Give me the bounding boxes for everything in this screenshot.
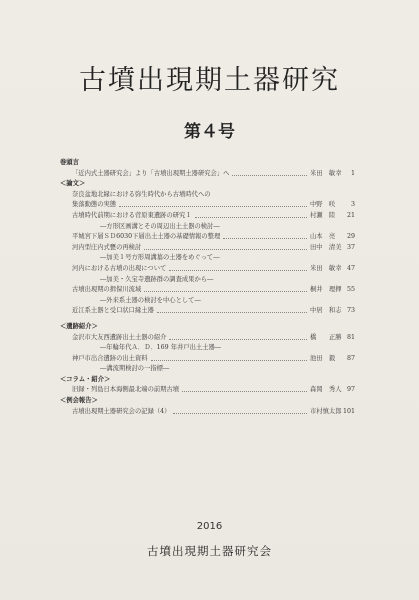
toc-entry bbox=[60, 264, 355, 275]
toc-entry-page: 29 bbox=[346, 233, 355, 241]
toc-section-heading bbox=[60, 322, 355, 333]
toc-entry-page: 3 bbox=[350, 201, 355, 209]
toc-entry bbox=[60, 169, 355, 180]
toc-entry-title: 河内における古墳の出現について bbox=[72, 264, 167, 272]
toc-entry-page: 87 bbox=[346, 354, 355, 362]
issue-number: 第４号 bbox=[184, 122, 235, 142]
toc-entry bbox=[60, 190, 355, 201]
toc-entry-author: 中居 和志 bbox=[310, 307, 342, 315]
toc-section-heading bbox=[60, 396, 355, 407]
toc-entry bbox=[60, 306, 355, 317]
book-title: 古墳出現期土器研究 bbox=[79, 65, 340, 96]
toc-entry-title: ―外来系土器の検討を中心として― bbox=[100, 296, 201, 304]
publisher-name: 古墳出現期土器研究会 bbox=[147, 544, 272, 558]
toc-entry-page: 21 bbox=[346, 211, 355, 219]
toc-leader-dots bbox=[144, 249, 307, 250]
toc-entry-title: 近江系土器と受口状口縁土器 bbox=[72, 307, 154, 315]
toc-section-heading bbox=[60, 375, 355, 386]
toc-entry bbox=[60, 211, 355, 222]
toc-entry-title: ＜例会報告＞ bbox=[60, 397, 98, 405]
toc-entry-subtitle bbox=[60, 364, 355, 375]
toc-entry-title: ―方形区画溝とその周辺出土土器の検討― bbox=[100, 222, 220, 230]
toc-entry-page: 97 bbox=[346, 386, 355, 394]
toc-entry-continued bbox=[60, 200, 355, 211]
toc-entry-title: 河内型庄内式甕の再検討 bbox=[72, 243, 142, 251]
toc-leader-dots bbox=[151, 360, 307, 361]
toc-entry-subtitle bbox=[60, 296, 355, 307]
toc-entry-title: ＜コラム・紹介＞ bbox=[60, 375, 111, 383]
toc-entry-page: 73 bbox=[346, 307, 355, 315]
toc-entry-subtitle bbox=[60, 222, 355, 233]
toc-leader-dots bbox=[169, 270, 307, 271]
toc-entry-title: 集落動態の実態 bbox=[72, 201, 117, 209]
toc-entry-title: 奈良盆地北縁における弥生時代から古墳時代への bbox=[72, 190, 211, 198]
toc-leader-dots bbox=[182, 391, 307, 392]
toc-entry-author: 米田 敏幸 bbox=[310, 169, 342, 177]
toc-leader-dots bbox=[195, 217, 307, 218]
toc-leader-dots bbox=[157, 312, 307, 313]
toc-entry-page: 55 bbox=[346, 286, 355, 294]
toc-entry-subtitle bbox=[60, 275, 355, 286]
toc-entry-title: ―溝流期検討の一指標― bbox=[100, 365, 170, 373]
toc-entry-title: 神戸市出合遺跡の出土資料 bbox=[72, 354, 148, 362]
toc-leader-dots bbox=[173, 413, 307, 414]
toc-section-heading bbox=[60, 179, 355, 190]
toc-entry-page: 1 bbox=[350, 169, 355, 177]
toc-entry-title: ＜遺跡紹介＞ bbox=[60, 322, 98, 330]
toc-entry-author: 森岡 秀人 bbox=[310, 386, 342, 394]
toc-entry-author: 米田 敏幸 bbox=[310, 264, 342, 272]
publication-year: 2016 bbox=[196, 521, 223, 532]
toc-entry bbox=[60, 385, 355, 396]
toc-entry-page: 81 bbox=[346, 333, 355, 341]
toc-entry-title: 古墳出現期土器研究会の記録（4） bbox=[72, 407, 171, 415]
toc-leader-dots bbox=[144, 291, 307, 292]
toc-entry-page: 37 bbox=[346, 243, 355, 251]
toc-entry-author: 市村慎太郎 bbox=[310, 407, 342, 415]
toc-entry bbox=[60, 232, 355, 243]
toc-leader-dots bbox=[169, 339, 307, 340]
toc-entry bbox=[60, 354, 355, 365]
toc-leader-dots bbox=[232, 175, 307, 176]
toc-entry-author: 田中 清美 bbox=[310, 243, 342, 251]
toc-entry-title: 金沢市大友西遺跡出土土器の紹介 bbox=[72, 333, 167, 341]
toc-entry-author: 桐井 理揮 bbox=[310, 286, 342, 294]
toc-entry-title: ―加美１号方形周溝墓の土器をめぐって― bbox=[100, 254, 220, 262]
toc-entry-title: ―年輪年代Ａ．Ｄ．169 年井戸出土土器― bbox=[100, 344, 222, 352]
toc-entry-title: 古墳時代前期における菅原東遺跡の研究１ bbox=[72, 211, 192, 219]
toc-entry bbox=[60, 285, 355, 296]
toc-section-heading bbox=[60, 158, 355, 169]
toc-entry-subtitle bbox=[60, 343, 355, 354]
toc-entry-author: 橋 正勝 bbox=[310, 333, 342, 341]
toc-entry bbox=[60, 333, 355, 344]
toc-entry-author: 中野 咲 bbox=[310, 201, 336, 209]
toc-entry-title: 巻頭言 bbox=[60, 159, 79, 166]
toc-entry-title: 「近内式土器研究会」より「古墳出現期土器研究会」へ bbox=[72, 169, 230, 177]
toc-entry-author: 山本 亮 bbox=[310, 233, 336, 241]
toc-entry bbox=[60, 243, 355, 254]
table-of-contents bbox=[60, 158, 355, 417]
toc-entry-title: 古墳出現期の揖保川流域 bbox=[72, 286, 142, 294]
toc-entry-title: 旧録・列島日本海側最北端の前期古墳 bbox=[72, 386, 180, 394]
toc-entry-subtitle bbox=[60, 253, 355, 264]
toc-entry-title: 平城宮下層ＳＤ6030下層出土土器の基礎情報の整理 bbox=[72, 233, 221, 241]
toc-entry-title: ―加美・久宝寺遺跡群の調査成果から― bbox=[100, 275, 214, 283]
toc-entry-author: 池田 毅 bbox=[310, 354, 336, 362]
toc-leader-dots bbox=[119, 206, 307, 207]
toc-leader-dots bbox=[223, 238, 307, 239]
toc-entry-page: 101 bbox=[342, 407, 355, 415]
toc-entry-title: ＜論文＞ bbox=[60, 180, 86, 188]
toc-entry-page: 47 bbox=[346, 264, 355, 272]
toc-entry-author: 村瀬 陸 bbox=[310, 211, 336, 219]
toc-entry bbox=[60, 407, 355, 418]
